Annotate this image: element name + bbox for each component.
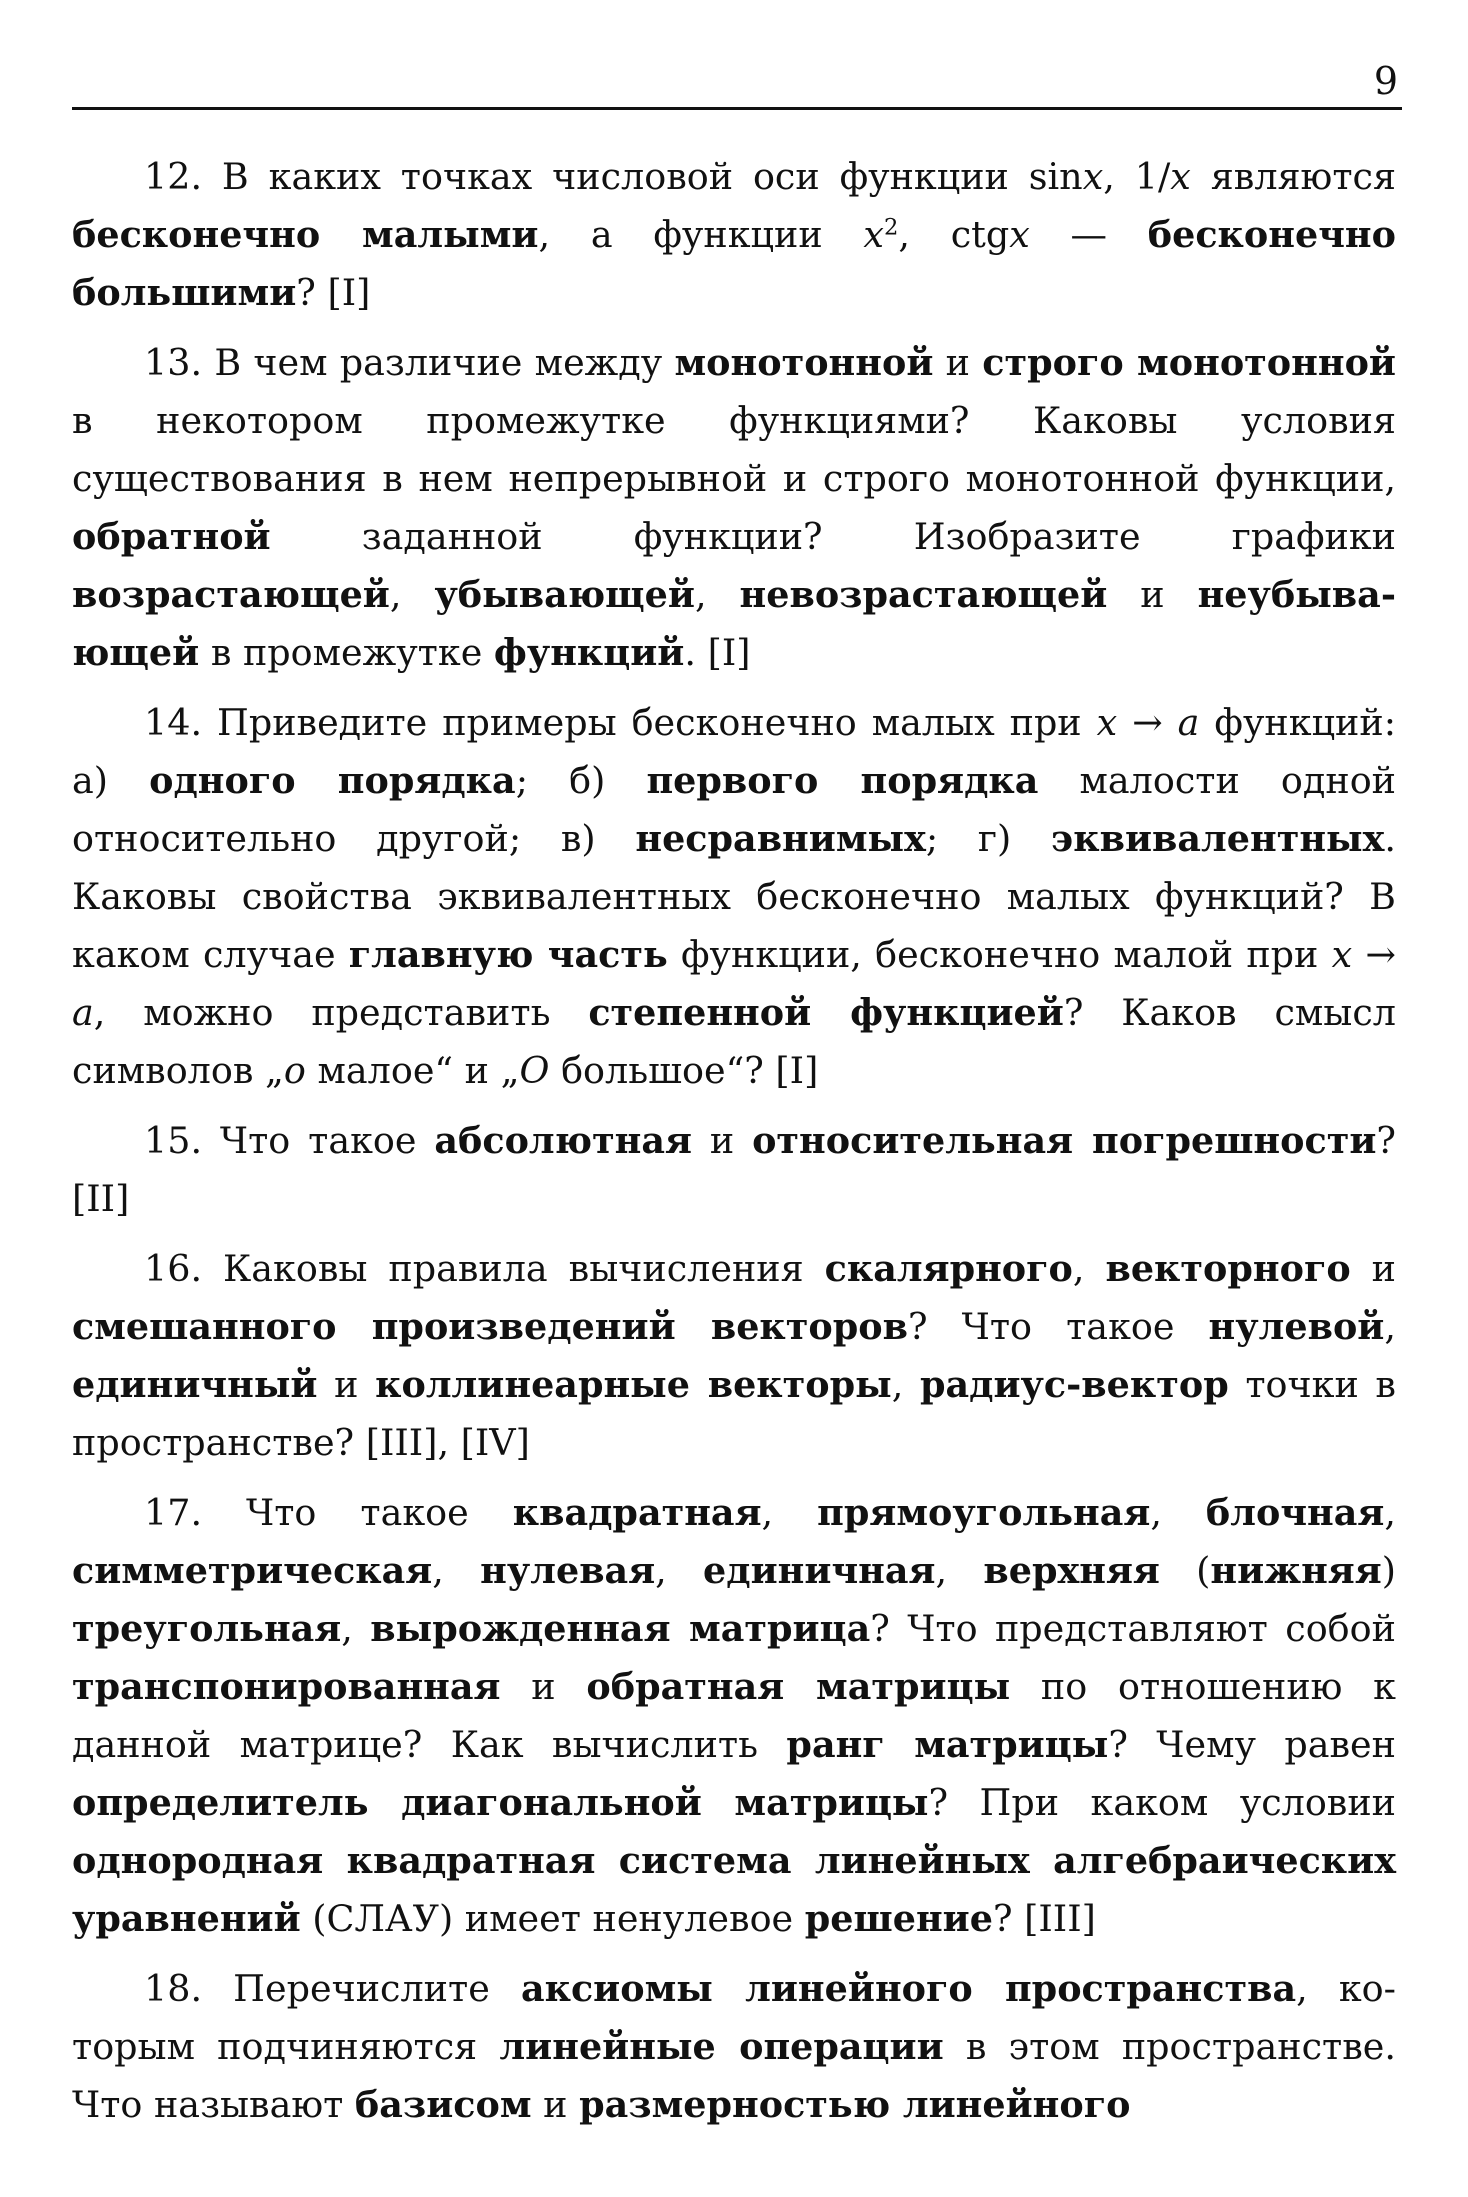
bold-term: блочная [1205, 1491, 1385, 1534]
text-run: являются [1190, 155, 1396, 198]
text-run: малое“ и „ [305, 1049, 520, 1092]
text-run: ) [1381, 1549, 1396, 1592]
bold-term: определитель диагональной матрицы [72, 1781, 929, 1824]
bold-term: невозрастающей [739, 573, 1108, 616]
text-run: функций: а) [72, 701, 1396, 802]
text-run: 12. В каких точках числовой оси функции [144, 155, 1029, 198]
bold-term: строго монотонной [982, 341, 1396, 384]
text-run: , которым подчиняются [72, 1967, 1396, 2068]
text-run: точки в пространстве? [III], [IV] [72, 1363, 1396, 1464]
text-run: и [1107, 573, 1198, 616]
bold-term: симметрическая [72, 1549, 433, 1592]
text-run: и [933, 341, 983, 384]
text-run: → [1117, 701, 1178, 744]
page-number: 9 [1373, 59, 1398, 103]
bold-term: одного порядка [149, 759, 516, 802]
bold-term: неубывающей [72, 573, 1396, 674]
text-run: , [1150, 1491, 1206, 1534]
text-run: ( [1159, 1549, 1211, 1592]
bold-term: убывающей [434, 573, 695, 616]
bold-term: эквивалентных [1051, 817, 1385, 860]
bold-term: базисом [354, 2083, 532, 2126]
text-run: (СЛАУ) имеет ненулевое [300, 1897, 805, 1940]
math-exponent: 2 [883, 214, 899, 241]
text-run: , [935, 1549, 984, 1592]
text-run: в некотором промежутке функциями? Каковы условия существования в нем непрерывной и строго монотонной функции, [72, 399, 1396, 500]
text-run: , [389, 573, 435, 616]
bold-term: возрастающей [72, 573, 390, 616]
text-run: , [1384, 1305, 1396, 1348]
text-run: и [531, 2083, 580, 2126]
text-run: , а функции [538, 213, 864, 256]
math-variable: O [519, 1049, 550, 1092]
text-run: ? [III] [992, 1897, 1096, 1940]
bold-term: нижняя [1210, 1549, 1382, 1592]
text-run: , [891, 1363, 920, 1406]
text-run: ; б) [515, 759, 647, 802]
text-run: и [1350, 1247, 1396, 1290]
text-run: ? Что такое [907, 1305, 1209, 1348]
bold-term: треугольная [72, 1607, 342, 1650]
bold-term: степенной функцией [588, 991, 1064, 1034]
question-paragraph [72, 1112, 1396, 1228]
bold-term: однородная квадратная система линейных алгебраических уравнений [72, 1839, 1396, 1940]
text-run: ? При каком условии [928, 1781, 1396, 1824]
bold-term: главную часть [348, 933, 668, 976]
text-run: , ctg [898, 213, 1010, 256]
text-run: малости одной относительно другой; в) [72, 759, 1397, 860]
text-run: , [1384, 1491, 1396, 1534]
text-run: ; г) [925, 817, 1051, 860]
text-run: 16. Каковы правила вычисления [144, 1247, 825, 1290]
text-run: 17. Что такое [144, 1491, 513, 1534]
text-run: в промежутке [199, 631, 494, 674]
bold-term: единичная [703, 1549, 936, 1592]
question-paragraph [72, 148, 1396, 322]
text-run: ? Что представляют собой [870, 1607, 1396, 1650]
math-variable: x [1082, 155, 1104, 198]
text-run: , [341, 1607, 371, 1650]
bold-term: первого порядка [646, 759, 1039, 802]
bold-term: монотонной [674, 341, 934, 384]
text-run: ? Каков смысл символов „ [72, 991, 1396, 1092]
text-run: , [655, 1549, 704, 1592]
math-base: x [863, 213, 884, 256]
text-run: → [1352, 933, 1396, 976]
bold-term: аксиомы линейного пространства [520, 1967, 1297, 2010]
text-run: 14. Приведите примеры бесконечно малых при [144, 701, 1097, 744]
page-content [72, 148, 1396, 2146]
bold-term: коллинеарные векторы [375, 1363, 892, 1406]
bold-term: абсолютная [434, 1119, 693, 1162]
bold-term: размерностью линейного [579, 2083, 1131, 2126]
text-run: в этом пространстве. Что называют [72, 2025, 1396, 2126]
text-run: заданной функции? Изобразите графики [270, 515, 1396, 558]
text-run: ? Чему равен [1108, 1723, 1396, 1766]
math-variable: a [72, 991, 94, 1034]
bold-term: обратной [72, 515, 271, 558]
text-run: , 1/ [1103, 155, 1171, 198]
text-run: , можно представить [93, 991, 589, 1034]
text-run: . [I] [684, 631, 751, 674]
math-variable: o [283, 1049, 306, 1092]
bold-term: квадратная [512, 1491, 762, 1534]
bold-term: векторного [1105, 1247, 1351, 1290]
bold-term: вырожденная матрица [370, 1607, 871, 1650]
question-paragraph [72, 1484, 1396, 1948]
bold-term: нулевая [480, 1549, 656, 1592]
text-run: ? [II] [72, 1119, 1396, 1220]
question-paragraph [72, 334, 1396, 682]
text-run: 13. В чем различие между [144, 341, 675, 384]
math-variable: x [1096, 701, 1118, 744]
math-power [863, 213, 898, 256]
text-run: функции, бесконечно малой при [667, 933, 1332, 976]
bold-term: относительная погрешности [752, 1119, 1377, 1162]
text-run: по отношению к данной матрице? Как вычислить [72, 1665, 1396, 1766]
bold-term: скалярного [824, 1247, 1073, 1290]
question-paragraph [72, 1240, 1396, 1472]
text-run: sin [1028, 155, 1083, 198]
text-run: — [1029, 213, 1148, 256]
bold-term: единичный [72, 1363, 318, 1406]
bold-term: ранг матрицы [786, 1723, 1109, 1766]
bold-term: радиус-вектор [919, 1363, 1229, 1406]
text-run: и [692, 1119, 753, 1162]
bold-term: бесконечно большими [72, 213, 1396, 314]
bold-term: бесконечно малыми [72, 213, 539, 256]
text-run: . Каковы свойства эквивалентных бесконечно малых функций? В каком случае [72, 817, 1396, 976]
text-run: 15. Что такое [144, 1119, 435, 1162]
text-run: ? [I] [296, 271, 371, 314]
math-variable: a [1177, 701, 1200, 744]
text-run: большое“? [I] [549, 1049, 819, 1092]
bold-term: транспонированная [72, 1665, 501, 1708]
question-paragraph [72, 694, 1396, 1100]
bold-term: нулевой [1208, 1305, 1385, 1348]
math-variable: x [1009, 213, 1030, 256]
bold-term: несравнимых [635, 817, 926, 860]
math-variable: x [1170, 155, 1191, 198]
text-run: , [761, 1491, 818, 1534]
question-paragraph [72, 1960, 1396, 2134]
bold-term: верхняя [983, 1549, 1160, 1592]
text-run: , [1072, 1247, 1106, 1290]
text-run: и [500, 1665, 587, 1708]
bold-term: прямоугольная [817, 1491, 1151, 1534]
text-run: 18. Перечислите [144, 1967, 521, 2010]
bold-term: линейные операции [499, 2025, 944, 2068]
bold-term: обратная матрицы [586, 1665, 1011, 1708]
bold-term: решение [804, 1897, 993, 1940]
bold-term: функций [493, 631, 685, 674]
text-run: , [694, 573, 740, 616]
math-variable: x [1331, 933, 1353, 976]
text-run: и [317, 1363, 376, 1406]
text-run: , [432, 1549, 481, 1592]
header-rule [72, 107, 1402, 110]
bold-term: смешанного произведений векторов [72, 1305, 908, 1348]
